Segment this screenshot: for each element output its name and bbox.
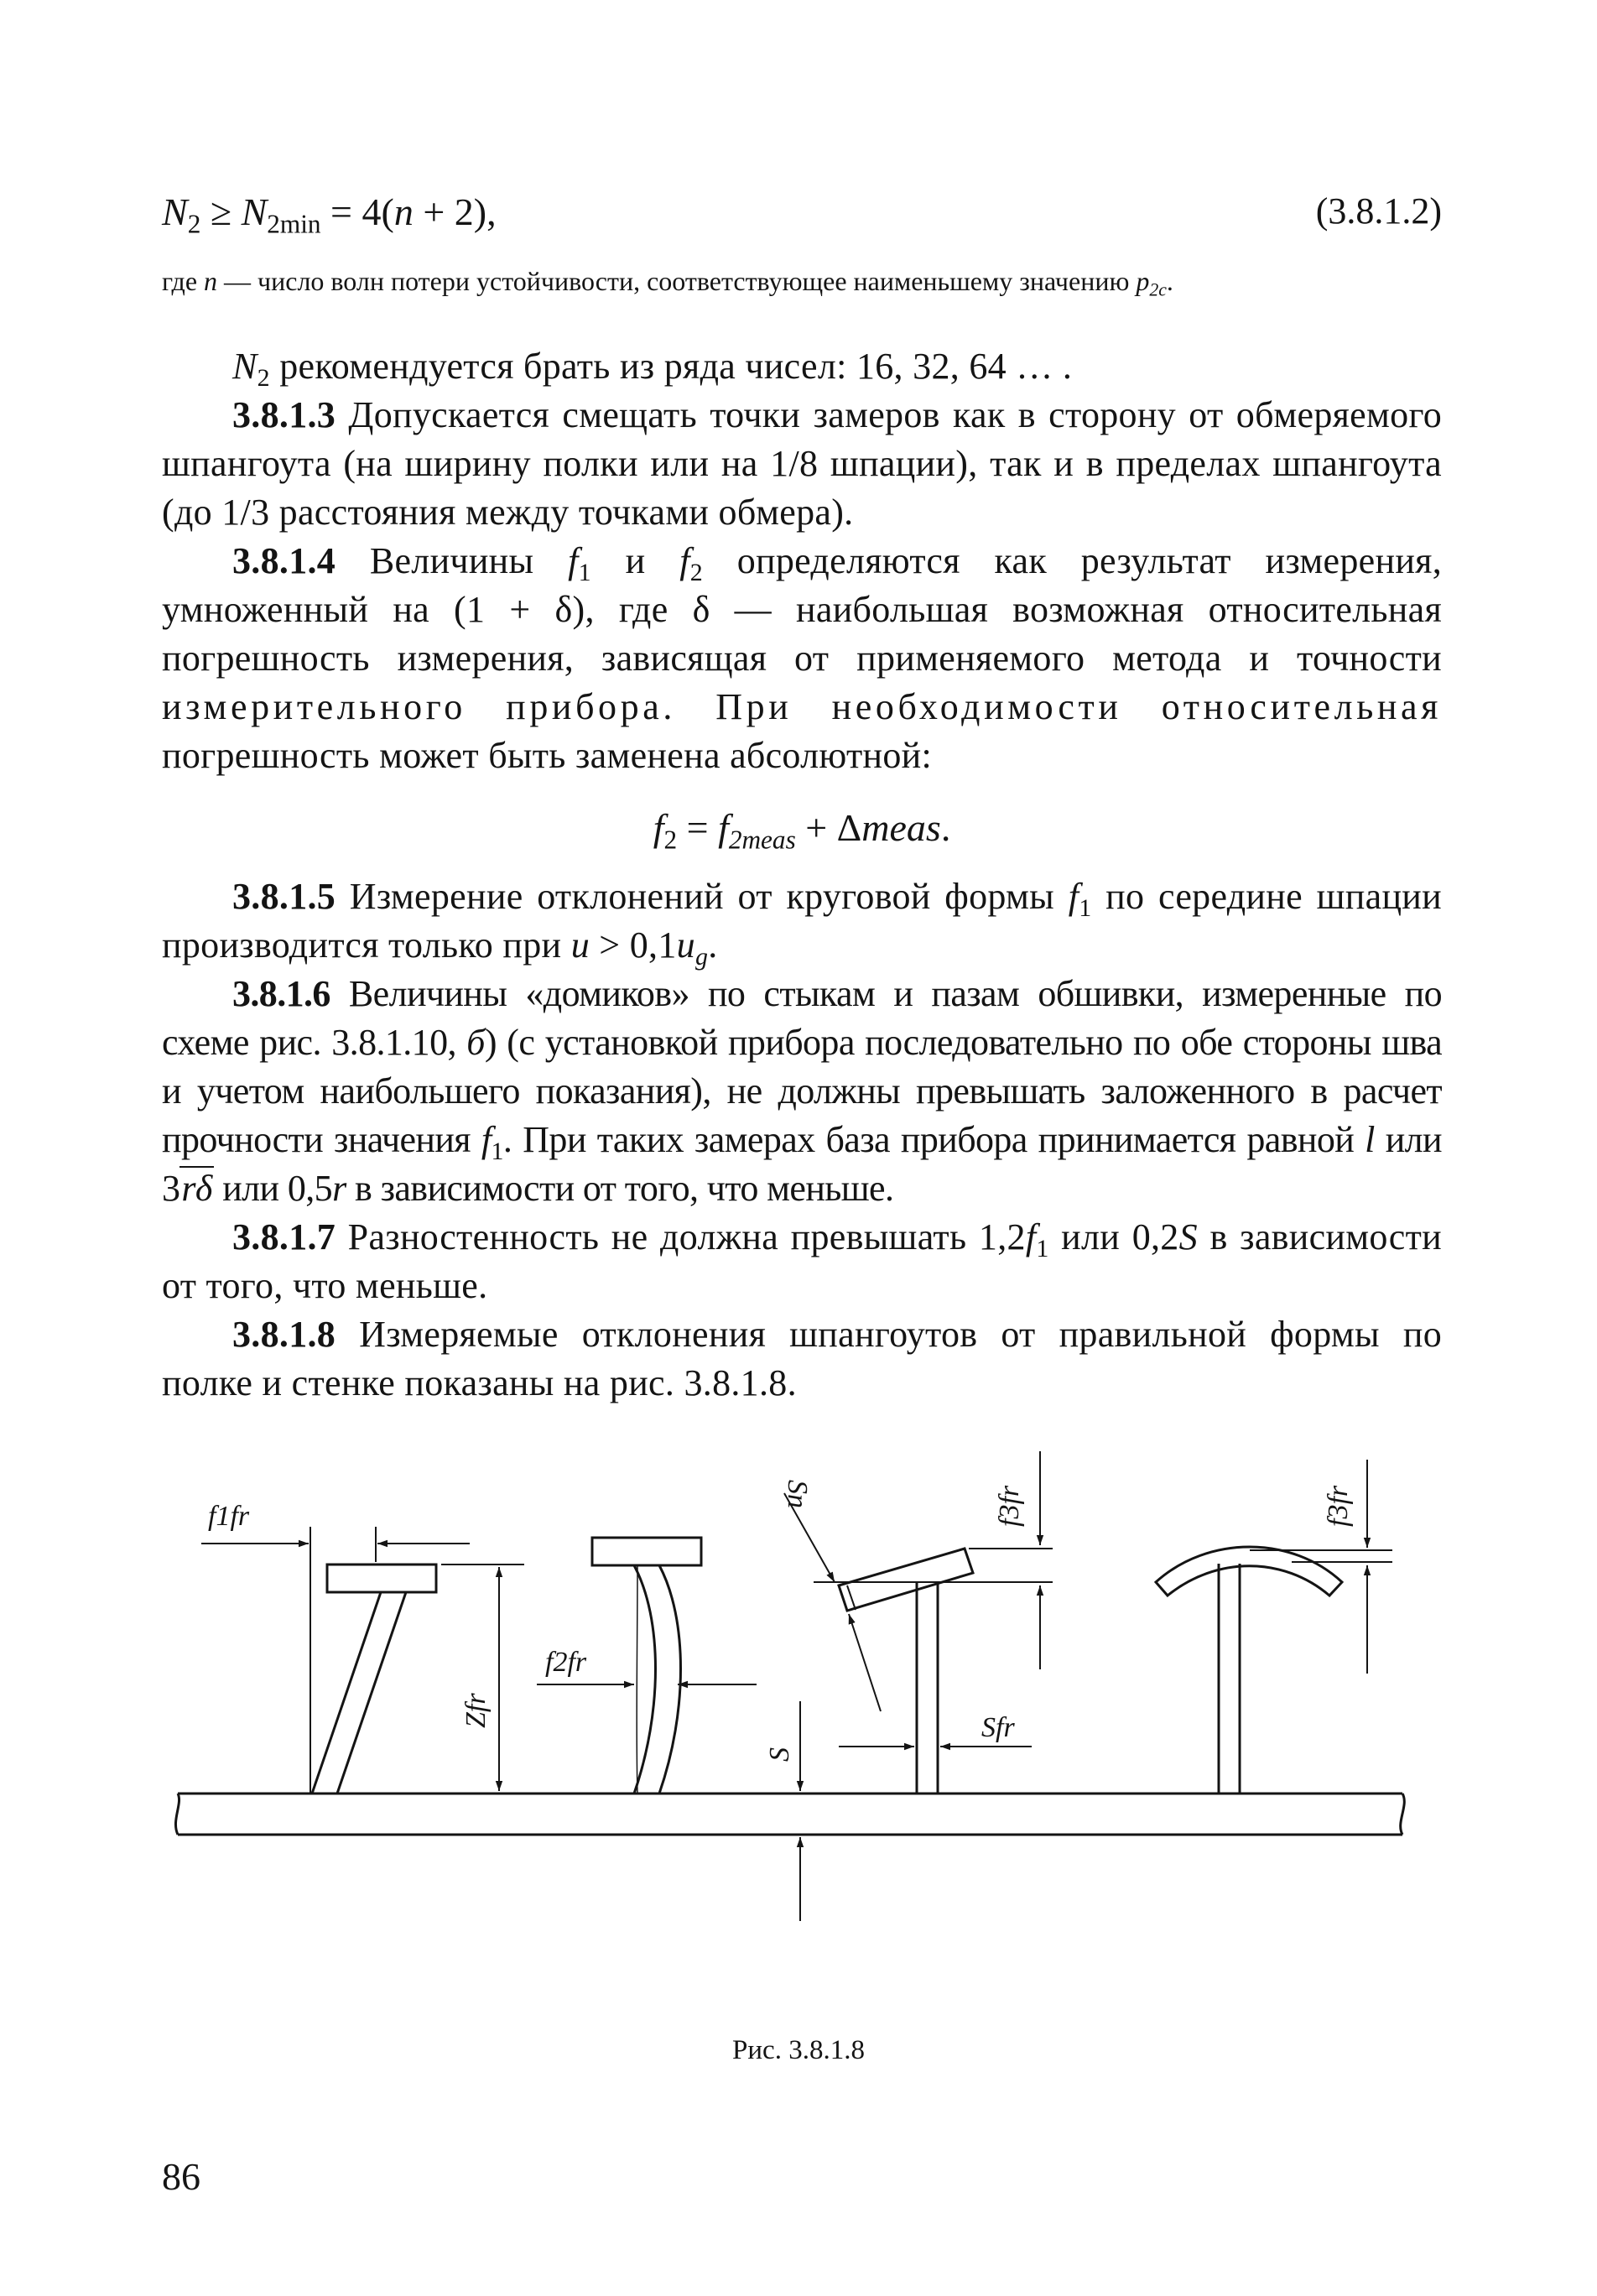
- figure-caption: Рис. 3.8.1.8: [732, 2035, 865, 2065]
- label-f2fr: f2fr: [545, 1647, 587, 1678]
- where-note: где n — число волн потери устойчивости, соответствующее наименьшему значению $p_{2c}$.: [162, 266, 1173, 300]
- label-sfr: Sfr: [981, 1712, 1015, 1743]
- label-zfr: Zfr: [460, 1693, 492, 1728]
- paragraph-n2: $N_2$ рекомендуется брать из ряда чисел: 16, 32, 64 … .: [232, 346, 1073, 392]
- label-f3fr-a: f3fr: [994, 1485, 1025, 1527]
- formula-f2: $f_2 = f_{2meas}$ + Δmeas.: [653, 806, 951, 855]
- paragraph-3-8-1-3: 3.8.1.3 Допускается смещать точки замеров как в сторону от обмеряемого шпангоута (на ширину полки или на 1/8 шпации), так и в пределах шпангоута (до 1/3 расстояния между точками обмера).: [162, 394, 1442, 533]
- label-f1fr: f1fr: [208, 1501, 250, 1532]
- paragraph-3-8-1-7: 3.8.1.7 Разностенность не должна превышать $1,2f_1$ или 0,2S в зависимости от того, что меньше.: [162, 1216, 1442, 1306]
- square-root: rδ: [181, 1168, 212, 1209]
- paragraph-3-8-1-6: 3.8.1.6 Величины «домиков» по стыкам и пазам обшивки, измеренные по схеме рис. 3.8.1.10, б) (с установкой прибора последовательно по обе стороны шва и учетом наибольшего показания), не должны превышать заложенного в расчет прочности значения $f_1$. При таких замерах база прибора принимается равной l или 3rδ или 0,5r в зависимости от того, что меньше.: [162, 973, 1442, 1209]
- main-text-2: [162, 872, 1442, 1408]
- figure-3-8-1-8: [0, 1426, 1597, 2013]
- label-s: S: [764, 1747, 795, 1762]
- label-sn: Sn: [782, 1480, 813, 1508]
- paragraph-3-8-1-8: 3.8.1.8 Измеряемые отклонения шпангоутов от правильной формы по полке и стенке показаны на рис. 3.8.1.8.: [162, 1314, 1442, 1403]
- frame-curved-flange: [1156, 1460, 1392, 1794]
- formula-3-8-1-2: [162, 190, 1442, 248]
- paragraph-3-8-1-4: 3.8.1.4 Величины $f_1$ и $f_2$ определяются как результат измерения, умноженный на (1 + δ), где δ — наибольшая возможная относительная погрешность измерения, зависящая от применяемого метода и точности измерительного прибора. При необходимости относительная погрешность может быть заменена абсолютной:: [162, 540, 1443, 776]
- formula-text: $N_2 \ge N_{2min} = 4(n + 2)$,: [162, 190, 497, 239]
- paragraph-3-8-1-5: 3.8.1.5 Измерение отклонений от круговой формы $f_1$ по середине шпации производится только при $u > 0,1u_g$.: [162, 876, 1442, 971]
- main-text: [162, 342, 1442, 780]
- equation-number: (3.8.1.2): [1315, 190, 1442, 232]
- base-plate: [175, 1794, 1404, 1835]
- label-f3fr-b: f3fr: [1323, 1485, 1354, 1527]
- page-number: 86: [162, 2155, 200, 2198]
- frame-tilted-web: [201, 1527, 524, 1794]
